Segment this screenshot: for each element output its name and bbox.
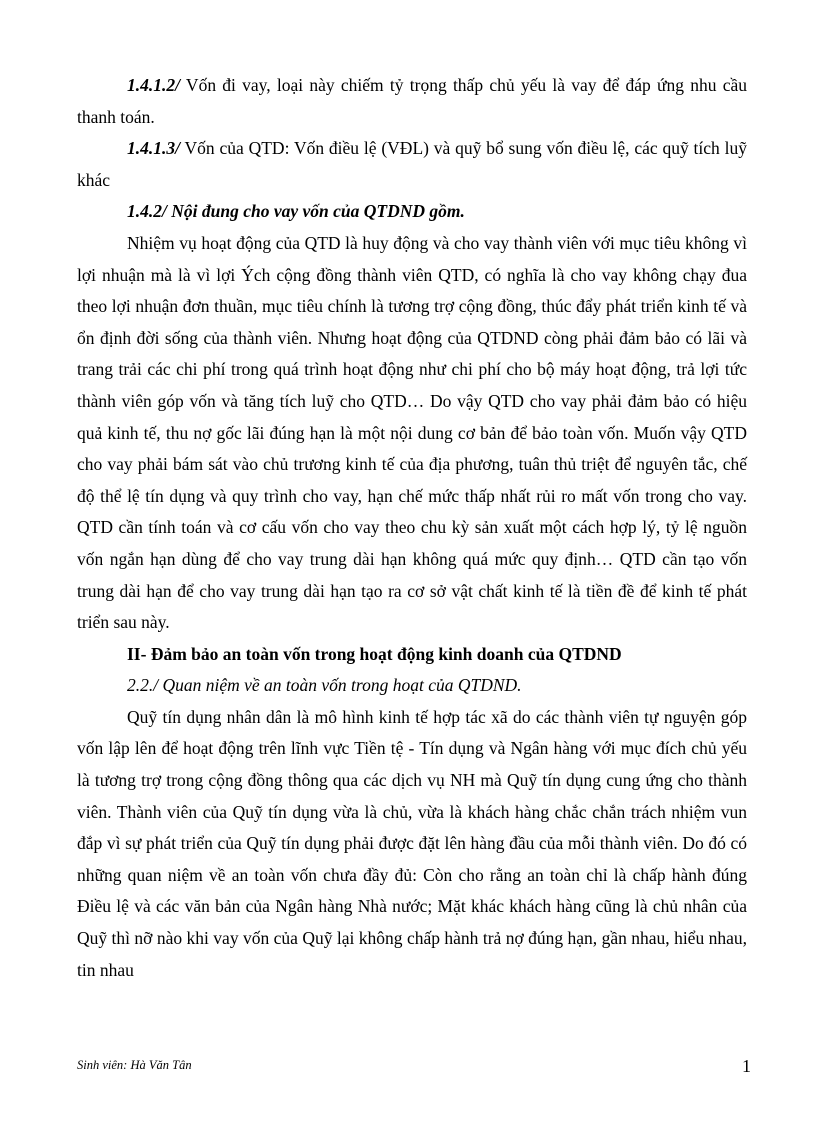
page-number: 1 [742, 1056, 751, 1076]
paragraph-text: Vốn của QTD: Vốn điều lệ (VĐL) và quỹ bổ sung vốn điều lệ, các quỹ tích luỹ khác [77, 138, 747, 190]
section-number-1-4-1-2: 1.4.1.2/ [127, 75, 180, 95]
document-body [77, 70, 747, 986]
heading-1-4-2: 1.4.2/ Nội đung cho vay vốn của QTDND gồm. [127, 201, 465, 222]
paragraph-1-4-1-3 [77, 133, 747, 196]
footer-student-name: Sinh viên: Hà Văn Tân [77, 1058, 192, 1072]
paragraph-text: Vốn đi vay, loại này chiếm tỷ trọng thấp chủ yếu là vay để đáp ứng nhu cầu thanh toán. [77, 75, 747, 127]
paragraph-lending-content: Nhiệm vụ hoạt động của QTD là huy động và cho vay thành viên với mục tiêu không vì lợi nhuận mà là vì lợi Ých cộng đồng thành viên QTD, có nghĩa là cho vay không chạy đua theo lợi nhuận đơn thuần, mục tiêu chính là tương trợ cộng đồng, thúc đẩy phát triển kinh tế và ổn định đời sống của thành viên. Nhưng hoạt động của QTDND còng phải đảm bảo có lãi và trang trải các chi phí trong quá trình hoạt động như chi phí cho bộ máy hoạt động, trả lợi tức thành viên góp vốn và tăng tích luỹ cho QTD… Do vậy QTD cho vay phải đảm bảo có hiệu quả kinh tế, thu nợ gốc lãi đúng hạn là một nội dung cơ bản để bảo toàn vốn. Muốn vậy QTD cho vay phải bám sát vào chủ trương kinh tế của địa phương, tuân thủ triệt để nguyên tắc, chế độ thể lệ tín dụng và quy trình cho vay, hạn chế mức thấp nhất rủi ro mất vốn trong cho vay. QTD cần tính toán và cơ cấu vốn cho vay theo chu kỳ sản xuất một cách hợp lý, tỷ lệ nguồn vốn ngắn hạn dùng để cho vay trung dài hạn không quá mức quy định… QTD cần tạo vốn trung dài hạn để cho vay trung dài hạn tạo ra cơ sở vật chất kinh tế là tiền đề để kinh tế phát triển sau này. [77, 232, 747, 633]
paragraph-1-4-1-2 [77, 70, 747, 133]
heading-section-ii: II- Đảm bảo an toàn vốn trong hoạt động kinh doanh của QTDND [127, 643, 622, 664]
paragraph-capital-safety: Quỹ tín dụng nhân dân là mô hình kinh tế hợp tác xã do các thành viên tự nguyện góp vốn lập lên để hoạt động trên lĩnh vực Tiền tệ - Tín dụng và Ngân hàng với mục đích chủ yếu là tương trợ trong cộng đồng thông qua các dịch vụ NH mà Quỹ tín dụng cung ứng cho thành viên. Thành viên của Quỹ tín dụng vừa là chủ, vừa là khách hàng chắc chắn trách nhiệm vun đắp vì sự phát triển của Quỹ tín dụng phải được đặt lên hàng đầu của mỗi thành viên. Do đó có những quan niệm về an toàn vốn chưa đầy đủ: Còn cho rằng an toàn chỉ là chấp hành đúng Điều lệ và các văn bản của Ngân hàng Nhà nước; Mặt khác khách hàng cũng là chủ nhân của Quỹ thì nỡ nào khi vay vốn của Quỹ lại không chấp hành trả nợ đúng hạn, gần nhau, hiểu nhau, tin nhau [77, 706, 747, 980]
heading-2-2: 2.2./ Quan niệm về an toàn vốn trong hoạt của QTDND. [127, 675, 522, 696]
section-number-1-4-1-3: 1.4.1.3/ [127, 138, 180, 159]
